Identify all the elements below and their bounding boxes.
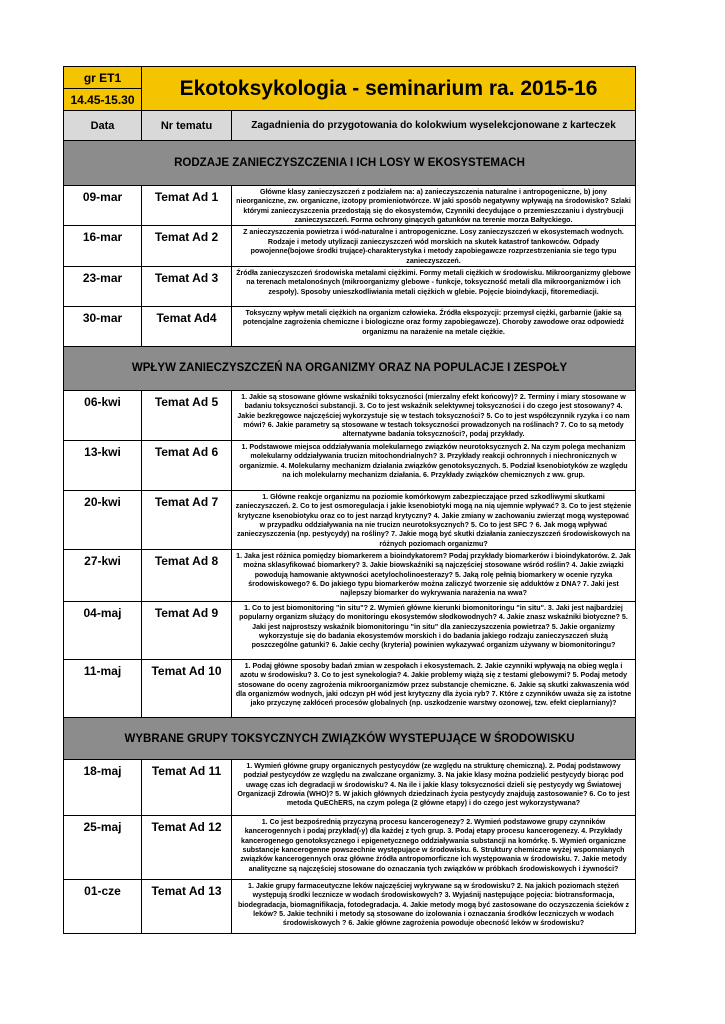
row-topic: Temat Ad 7 bbox=[142, 490, 232, 549]
row-topic: Temat Ad4 bbox=[142, 306, 232, 346]
page-title: Ekotoksykologia - seminarium ra. 2015-16 bbox=[142, 67, 636, 111]
row-date: 20-kwi bbox=[64, 490, 142, 549]
row-date: 04-maj bbox=[64, 602, 142, 660]
row-description: Toksyczny wpływ metali ciężkich na organizm człowieka. Źródła ekspozycji: przemysł ciężki, garbarnie (jakie są potencjalne zagrożenia chemiczne i biologiczne oraz formy zapobiegawcze). Choroby zawodowe oraz odpowiedź organizmu na narażenie na metale ciężkie. bbox=[232, 306, 636, 346]
row-topic: Temat Ad 10 bbox=[142, 660, 232, 718]
row-date: 11-maj bbox=[64, 660, 142, 718]
table-row bbox=[64, 660, 636, 718]
row-description: 1. Podstawowe miejsca oddziaływania molekularnego związków neurotoksycznych 2. Na czym polega mechanizm molekularny oddziaływania trucizn mitochondrialnych? 3. Przykłady reakcji ochronnych i niechronicznych w organizmie. 4. Molekularny mechanizm działania związków genotoksycznych. 5. Podział ksenobiotyków ze względu na ich molekularny mechanizm działania. 6. Przykłady związków chemicznych z ww. grup. bbox=[232, 440, 636, 490]
row-topic: Temat Ad 2 bbox=[142, 226, 232, 266]
row-description: Główne klasy zanieczyszczeń z podziałem na: a) zanieczyszczenia naturalne i antropogeniczne, b) jony nieorganiczne, zw. organiczne, izotopy promieniotwórcze. W jaki sposób negatywny wpływają na środowisko? Szlaki którymi zanieczyszczenia przedostają się do ekosystemów, Czynniki decydujące o przemieszczaniu i dystrybucji zanieczyszczeń. Forma ochrony ginących gatunków na terenie morza Bałtyckiego. bbox=[232, 186, 636, 226]
row-topic: Temat Ad 1 bbox=[142, 186, 232, 226]
row-description: 1. Co to jest biomonitoring "in situ"? 2. Wymień główne kierunki biomonitoringu "in situ". 3. Jaki jest najbardziej popularny organizm służący do monitoringu ekosystemów słodkowodnych? 4. Jakie znasz wskaźniki biotyczne? 5. Jaki jest najprostszy wskaźnik biomonitoringu "in situ" dla zanieczyszczenia powietrza? 5. Jakie organizmy wykorzystuje się do badania ekosystemów morskich i do badania jakiego rodzaju zanieczyszczeń służą poszczególne gatunki? 6. Jakie cechy (kryteria) powinien wykazywać organizm używany w biomonitoringu? bbox=[232, 602, 636, 660]
row-topic: Temat Ad 6 bbox=[142, 440, 232, 490]
row-date: 09-mar bbox=[64, 186, 142, 226]
time-label: 14.45-15.30 bbox=[64, 89, 142, 111]
section-heading: WYBRANE GRUPY TOKSYCZNYCH ZWIĄZKÓW WYSTEPUJĄCE W ŚRODOWISKU bbox=[64, 718, 636, 760]
row-date: 01-cze bbox=[64, 880, 142, 934]
row-topic: Temat Ad 12 bbox=[142, 816, 232, 880]
row-description: 1. Jakie grupy farmaceutyczne leków najczęściej wykrywane są w środowisku? 2. Na jakich poziomach stężeń występują środki lecznicze w wodach środowiskowych? 3. Wyjaśnij następujące pojęcia: biotransformacja, biodegradacja, biomagnifikacja, fotodegradacja. 4. Jakie metody mogą być zastosowane do oczyszczenia ścieków z leków? 5. Jakie techniki i metody są stosowane do izolowania i oznaczania środków leczniczych w wodach środowiskowych ? 6. Jakie główne zagrożenia powoduje obecność leków w środowisku? bbox=[232, 880, 636, 934]
row-date: 13-kwi bbox=[64, 440, 142, 490]
row-description: Z anieczyszczenia powietrza i wód-naturalne i antropogeniczne. Losy zanieczyszczeń w ekosystemach wodnych. Rodzaje i metody utylizacji zanieczyszczeń wód morskich na skutek katastrof tankowców. Odpady powojenne(bojowe środki trujące)-charakterystyka i metody zapobiegawcze rozprzestrzeniania sie tego typu zanieczyszczeń. bbox=[232, 226, 636, 266]
table-row bbox=[64, 306, 636, 346]
table-row bbox=[64, 490, 636, 549]
table-row bbox=[64, 440, 636, 490]
group-label: gr ET1 bbox=[64, 67, 142, 89]
row-topic: Temat Ad 13 bbox=[142, 880, 232, 934]
row-date: 06-kwi bbox=[64, 390, 142, 440]
section-heading: RODZAJE ZANIECZYSZCZENIA I ICH LOSY W EKOSYSTEMACH bbox=[64, 141, 636, 186]
table-row bbox=[64, 880, 636, 934]
row-topic: Temat Ad 5 bbox=[142, 390, 232, 440]
column-header-date: Data bbox=[64, 111, 142, 141]
row-description: 1. Główne reakcje organizmu na poziomie komórkowym zabezpieczające przed szkodliwymi skutkami zanieczyszczeń. 2. Co to jest osmoregulacja i jakie ksenobiotyki mogą na nią ujemnie wpływać? 3. Co to jest stężenie krytyczne ksenobiotyku oraz co to jest narząd krytyczny? 4. Jakie zmiany w zachowaniu zwierząt mogą występować w przypadku oddziaływania na nie trucizn neurotoksycznych? 5. Co to jest SFC ? 6. Jak mogą wpływać zanieczyszczenia (np. pestycydy) na rośliny? 7. Jakie mogą być skutki działania zanieczyszczeń środowiskowych na różnych poziomach organizmu? bbox=[232, 490, 636, 549]
row-date: 23-mar bbox=[64, 266, 142, 306]
table-row bbox=[64, 550, 636, 602]
row-topic: Temat Ad 8 bbox=[142, 550, 232, 602]
table-row bbox=[64, 186, 636, 226]
row-date: 30-mar bbox=[64, 306, 142, 346]
table-row bbox=[64, 760, 636, 816]
row-topic: Temat Ad 11 bbox=[142, 760, 232, 816]
row-description: 1. Co jest bezpośrednią przyczyną procesu kancerogenezy? 2. Wymień podstawowe grupy czynników kancerogennych i podaj przykład(-y) dla każdej z tych grup. 3. Podaj etapy procesu kancerogenezy. 4. Przykłady kancerogenego genotoksycznego i epigenetycznego oddziaływania substancji na komórkę. 5. Wymień organiczne substancje kancerogenne powszechnie występujące w środowisku. 6. Struktury chemiczne wyżej wspomnianych związków kancerogennych oraz główne źródła antropomorficzne ich występowania w środowisku. 7. Jakie metody analityczne są najczęściej stosowane do oznaczania tych związków w próbkach środowiskowych i żywności? bbox=[232, 816, 636, 880]
row-date: 16-mar bbox=[64, 226, 142, 266]
row-description: 1. Podaj główne sposoby badań zmian w zespołach i ekosystemach. 2. Jakie czynniki wpływają na obieg węgla i azotu w środowisku? 3. Co to jest synekologia? 4. Jakie problemy wiążą się z testami glebowymi? 5. Podaj metody stosowane do oceny zagrożenia mikroorganizmów przez substancje chemiczne. 6. Jakie są skutki zakwaszenia wód dla organizmów wodnych, jaki odczyn pH wód jest krytyczny dla życia ryb? 7. Które z czynników uważa się za istotne jako przyczynę zakłóceń procesów globalnych (np. uszkodzenie warstwy ozonowej, tzw. efekt cieplarniany)? bbox=[232, 660, 636, 718]
table-row bbox=[64, 816, 636, 880]
column-header-issues: Zagadnienia do przygotowania do kolokwium wyselekcjonowane z karteczek bbox=[232, 111, 636, 141]
column-header-topic: Nr tematu bbox=[142, 111, 232, 141]
row-topic: Temat Ad 9 bbox=[142, 602, 232, 660]
seminar-schedule-table bbox=[63, 66, 636, 934]
table-row bbox=[64, 226, 636, 266]
table-row bbox=[64, 390, 636, 440]
table-row bbox=[64, 266, 636, 306]
row-description: 1. Jakie są stosowane główne wskaźniki toksyczności (mierzalny efekt końcowy)? 2. Terminy i miary stosowane w badaniu toksyczności substancji. 3. Co to jest wskaźnik selektywnej toksyczności i do czego jest stosowany? 4. Jakie bezkręgowce najczęściej wykorzystuje się w testach toksyczności? 5. Co to jest współczynnik ryzyka i co nam mówi? 6. Jakie parametry są stosowane w testach toksyczności prowadzonych na roślinach? 7. Co to są metody alternatywne badania toksyczności?, podaj przykłady. bbox=[232, 390, 636, 440]
row-description: 1. Jaka jest różnica pomiędzy biomarkerem a bioindykatorem? Podaj przykłady biomarkerów i bioindykatorów. 2. Jak można sklasyfikować biomarkery? 3. Jakie biowskaźniki są najczęściej stosowane wśród roślin? 4. Jakie związki powodują hamowanie aktywności acetylocholinoesterazy? 5. Jaką rolę pełnią biomarkery w ocenie ryzyka środowiskowego? 6. Do jakiego typu biomarkerów można zaliczyć tworzenie się adduktów z DNA? 7. Jaki jest najlepszy biomarker do wykrywania narażenia na wwa? bbox=[232, 550, 636, 602]
table-row bbox=[64, 602, 636, 660]
row-date: 18-maj bbox=[64, 760, 142, 816]
row-description: 1. Wymień główne grupy organicznych pestycydów (ze względu na strukturę chemiczną). 2. Podaj podstawowy podział pestycydów ze względu na zwalczane organizmy. 3. Na jakie klasy można podzielić pestycydy biorąc pod uwagę czas ich degradacji w środowisku? 4. Na ile i jakie klasy toksyczności dzieli się pestycydy wg Światowej Organizacji Zdrowia (WHO)? 5. W jakich głównych dziedzinach życia pestycydy znajdują zastosowanie? 6. Co to jest metoda QuEChERS, na czym polega (2 główne etapy) i do czego jest wykorzystywana? bbox=[232, 760, 636, 816]
row-date: 25-maj bbox=[64, 816, 142, 880]
row-description: Źródła zanieczyszczeń środowiska metalami ciężkimi. Formy metali ciężkich w środowisku. Mikroorganizmy glebowe na terenach metalonośnych (mikroorganizmy glebowe - funkcje, toksyczność metali dla mikroorganizmów i ich zespoły). Sposoby unieszkodliwiania metali ciężkich w glebie. Pojęcie bioindykacji, fitoremediacji. bbox=[232, 266, 636, 306]
row-topic: Temat Ad 3 bbox=[142, 266, 232, 306]
section-heading: WPŁYW ZANIECZYSZCZEŃ NA ORGANIZMY ORAZ NA POPULACJE I ZESPOŁY bbox=[64, 346, 636, 390]
row-date: 27-kwi bbox=[64, 550, 142, 602]
